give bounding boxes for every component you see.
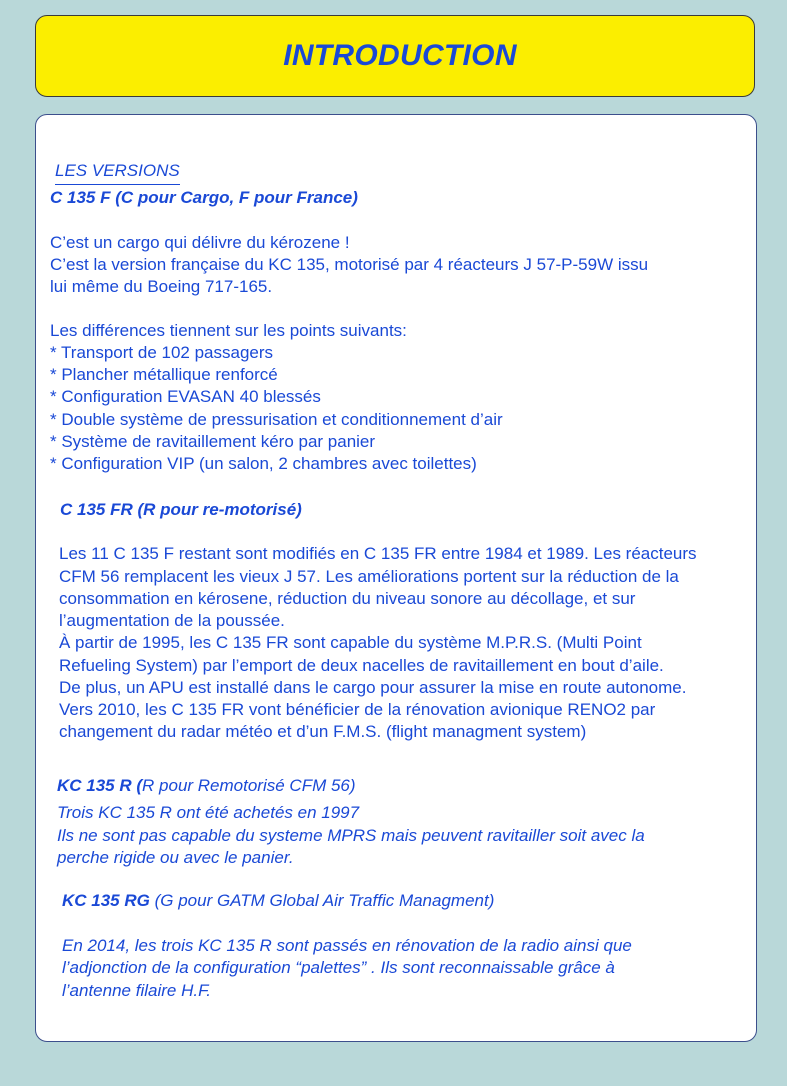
kc135rg-title-rest: (G pour GATM Global Air Traffic Managment) — [149, 891, 495, 910]
c135fr-body-line: De plus, un APU est installé dans le cargo pour assurer la mise en route autonome. — [59, 678, 687, 697]
difference-item: * Configuration VIP (un salon, 2 chambres avec toilettes) — [50, 454, 477, 473]
versions-heading: LES VERSIONS — [55, 160, 180, 185]
difference-item: * Transport de 102 passagers — [50, 343, 274, 362]
c135fr-body-line: Vers 2010, les C 135 FR vont bénéficier de la rénovation avionique RENO2 par — [59, 700, 656, 719]
c135fr-body-line: l’augmentation de la poussée. — [59, 611, 285, 630]
page-title: INTRODUCTION — [283, 39, 517, 72]
kc135rg-body-line: En 2014, les trois KC 135 R sont passés en rénovation de la radio ainsi que — [62, 936, 632, 955]
c135f-title: C 135 F (C pour Cargo, F pour France) — [50, 188, 358, 207]
difference-item: * Système de ravitaillement kéro par panier — [50, 432, 376, 451]
c135fr-body-line: CFM 56 remplacent les vieux J 57. Les améliorations portent sur la réduction de la — [59, 567, 679, 586]
title-banner — [35, 15, 755, 97]
c135f-intro-line: lui même du Boeing 717-165. — [50, 277, 273, 296]
c135fr-body-line: Refueling System) par l’emport de deux nacelles de ravitaillement en bout d’aile. — [59, 656, 664, 675]
kc135rg-title-bold: KC 135 RG — [62, 891, 150, 910]
kc135r-body-line: Trois KC 135 R ont été achetés en 1997 — [57, 803, 360, 822]
difference-item: * Double système de pressurisation et conditionnement d’air — [50, 410, 503, 429]
c135fr-body-line: changement du radar météo et d’un F.M.S. (flight managment system) — [59, 722, 587, 741]
c135fr-title: C 135 FR (R pour re-motorisé) — [60, 500, 302, 519]
kc135r-title-bold: KC 135 R ( — [57, 776, 143, 795]
kc135rg-body-line: l’antenne filaire H.F. — [62, 981, 211, 1000]
c135fr-body-line: consommation en kérosene, réduction du niveau sonore au décollage, et sur — [59, 589, 636, 608]
c135fr-body-line: À partir de 1995, les C 135 FR sont capable du système M.P.R.S. (Multi Point — [59, 633, 642, 652]
kc135r-title-rest: R pour Remotorisé CFM 56) — [142, 776, 356, 795]
difference-item: * Plancher métallique renforcé — [50, 365, 278, 384]
c135f-intro-line: C’est un cargo qui délivre du kérozene ! — [50, 233, 350, 252]
kc135r-body-line: Ils ne sont pas capable du systeme MPRS mais peuvent ravitailler soit avec la — [57, 826, 645, 845]
c135f-differences-heading: Les différences tiennent sur les points suivants: — [50, 321, 407, 340]
difference-item: * Configuration EVASAN 40 blessés — [50, 387, 321, 406]
c135f-intro-line: C’est la version française du KC 135, motorisé par 4 réacteurs J 57-P-59W issu — [50, 255, 649, 274]
kc135rg-title — [62, 890, 494, 912]
kc135r-body-line: perche rigide ou avec le panier. — [57, 848, 294, 867]
kc135rg-body-line: l’adjonction de la configuration “palettes” . Ils sont reconnaissable grâce à — [62, 958, 615, 977]
c135fr-body-line: Les 11 C 135 F restant sont modifiés en C 135 FR entre 1984 et 1989. Les réacteurs — [59, 544, 697, 563]
kc135r-title — [57, 775, 356, 797]
